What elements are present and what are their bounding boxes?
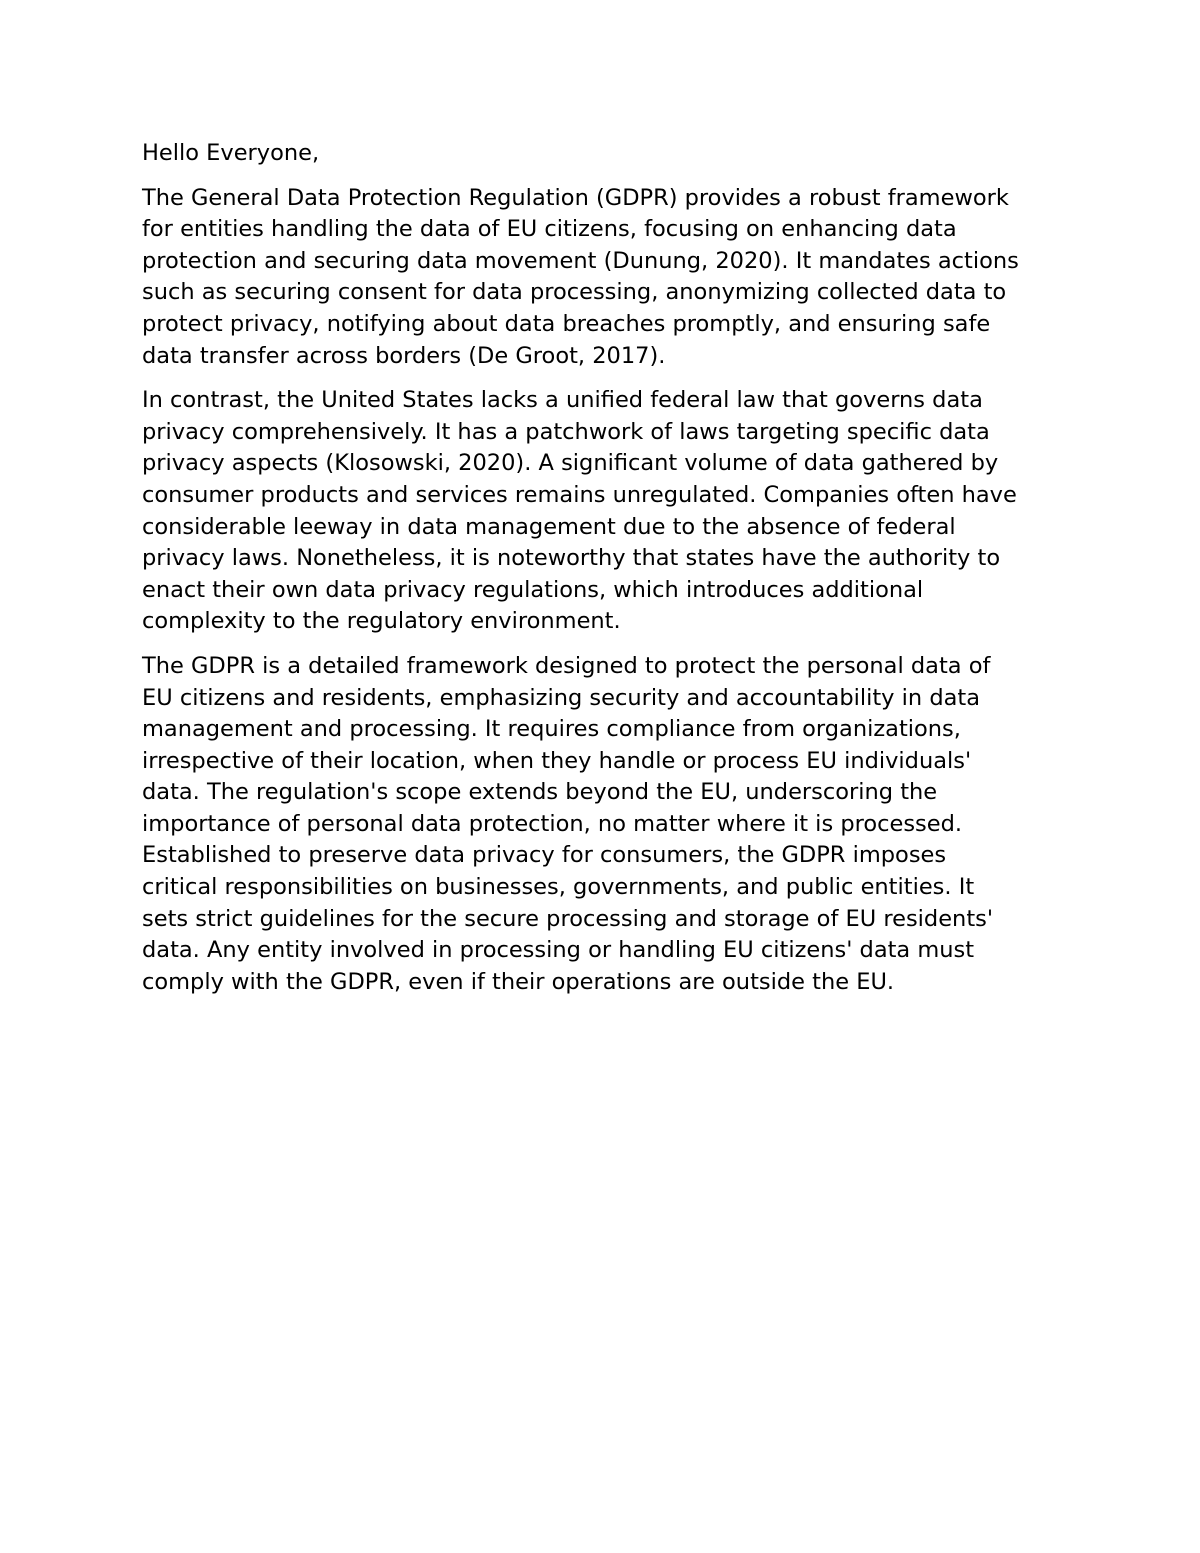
text-line: The General Data Protection Regulation (GDPR) provides a robust framework bbox=[142, 184, 1009, 211]
text-line: sets strict guidelines for the secure processing and storage of EU residents' bbox=[142, 905, 994, 932]
text-line: privacy comprehensively. It has a patchwork of laws targeting specific data bbox=[142, 418, 990, 445]
paragraph-gdpr-detail bbox=[142, 651, 1072, 999]
text-line: The GDPR is a detailed framework designed to protect the personal data of bbox=[142, 652, 991, 679]
text-line: protection and securing data movement (Dunung, 2020). It mandates actions bbox=[142, 247, 1019, 274]
text-line: privacy laws. Nonetheless, it is noteworthy that states have the authority to bbox=[142, 545, 1001, 572]
paragraph-us-contrast bbox=[142, 385, 1072, 638]
text-line: comply with the GDPR, even if their operations are outside the EU. bbox=[142, 968, 895, 995]
text-line: management and processing. It requires compliance from organizations, bbox=[142, 716, 961, 743]
text-line: data. Any entity involved in processing or handling EU citizens' data must bbox=[142, 937, 975, 964]
document-body bbox=[142, 138, 1072, 1011]
text-line: irrespective of their location, when they handle or process EU individuals' bbox=[142, 747, 972, 774]
text-line: such as securing consent for data processing, anonymizing collected data to bbox=[142, 279, 1007, 306]
text-line: complexity to the regulatory environment. bbox=[142, 608, 621, 635]
text-line: data. The regulation's scope extends beyond the EU, underscoring the bbox=[142, 779, 938, 806]
text-line: EU citizens and residents, emphasizing security and accountability in data bbox=[142, 684, 980, 711]
greeting: Hello Everyone, bbox=[142, 140, 320, 166]
text-line: In contrast, the United States lacks a unified federal law that governs data bbox=[142, 387, 983, 414]
text-line: data transfer across borders (De Groot, 2017). bbox=[142, 342, 666, 369]
text-line: critical responsibilities on businesses, governments, and public entities. It bbox=[142, 874, 975, 901]
text-line: enact their own data privacy regulations, which introduces additional bbox=[142, 576, 924, 603]
text-line: considerable leeway in data management due to the absence of federal bbox=[142, 513, 956, 540]
paragraph-gdpr-overview bbox=[142, 183, 1072, 373]
text-line: privacy aspects (Klosowski, 2020). A significant volume of data gathered by bbox=[142, 450, 999, 477]
text-line: for entities handling the data of EU citizens, focusing on enhancing data bbox=[142, 216, 957, 243]
text-line: Established to preserve data privacy for consumers, the GDPR imposes bbox=[142, 842, 947, 869]
text-line: consumer products and services remains unregulated. Companies often have bbox=[142, 481, 1017, 508]
text-line: protect privacy, notifying about data breaches promptly, and ensuring safe bbox=[142, 310, 991, 337]
text-line: importance of personal data protection, no matter where it is processed. bbox=[142, 810, 963, 837]
